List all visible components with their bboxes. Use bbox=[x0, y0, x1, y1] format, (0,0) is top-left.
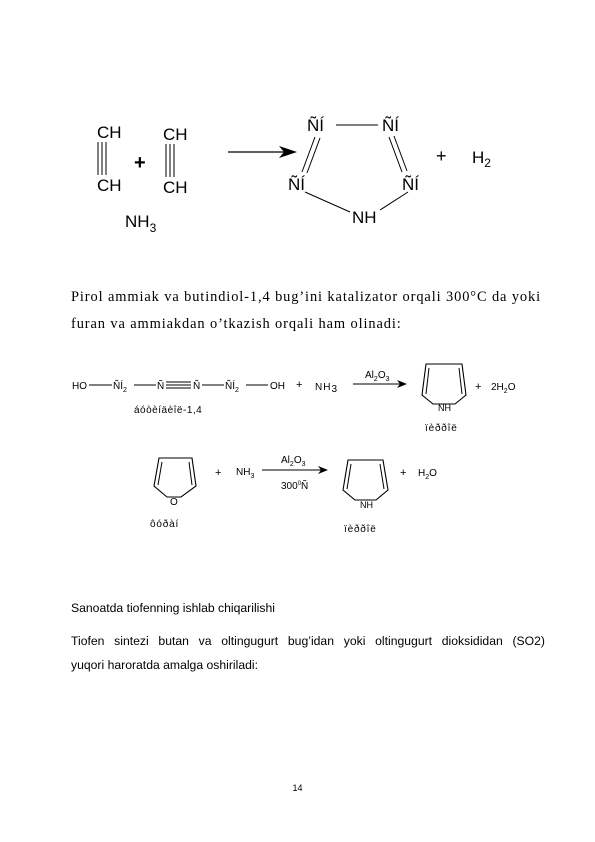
reactant-name: ôóðàí bbox=[150, 519, 180, 530]
paragraph-line: Pirol ammiak va butindiol-1,4 bug’ini katalizator orqali 300°C da yoki bbox=[71, 289, 542, 305]
ring-ch-right: ÑÍ bbox=[402, 175, 419, 194]
ring-bond bbox=[380, 192, 408, 210]
ring-bond bbox=[302, 137, 315, 172]
reactant-name: áóòèíäèîë-1,4 bbox=[134, 405, 203, 416]
catalyst: $Al_2O_3$ bbox=[281, 455, 306, 468]
acetylene-ch-bottom-left: CH bbox=[97, 176, 122, 195]
acetylene-ch-top-right: CH bbox=[163, 125, 188, 144]
ring-bond bbox=[307, 138, 320, 173]
reaction-2 bbox=[72, 364, 516, 434]
plus-sign: + bbox=[475, 381, 482, 393]
double-bond-line bbox=[459, 368, 462, 394]
acetylene-ch-top-left: CH bbox=[97, 123, 122, 142]
ring-o: O bbox=[170, 497, 178, 508]
plus-sign: + bbox=[296, 379, 303, 391]
reaction-1 bbox=[97, 116, 491, 235]
product-name: ïèððîë bbox=[425, 423, 458, 434]
double-bond-line bbox=[189, 462, 192, 485]
formula-c: Ñ bbox=[157, 381, 165, 392]
paragraph-line: Tiofen sintezi butan va oltingugurt bug’idan yoki oltingugurt dioksididan (SO2) bbox=[71, 634, 545, 648]
double-bond-line bbox=[347, 464, 351, 489]
formula-ch2: $ÑÍ_2$ bbox=[225, 381, 239, 394]
water: $H_2O$ bbox=[418, 468, 437, 481]
ring-ch-top-right: ÑÍ bbox=[382, 116, 399, 135]
ring-nh: NH bbox=[438, 403, 451, 413]
water: $2H_2O$ bbox=[491, 382, 516, 395]
ring-nh: NH bbox=[352, 208, 377, 227]
page-number: 14 bbox=[292, 783, 303, 793]
product-name: ïèððîë bbox=[344, 524, 377, 535]
plus-sign: + bbox=[134, 152, 146, 174]
plus-sign: + bbox=[436, 146, 447, 166]
temperature: $300^0Ñ$ bbox=[281, 481, 309, 492]
ring-ch-left: ÑÍ bbox=[288, 175, 305, 194]
ring-bond bbox=[305, 192, 350, 212]
formula-oh: OH bbox=[270, 381, 285, 392]
ring-nh: NH bbox=[360, 500, 373, 510]
section-heading: Sanoatda tiofenning ishlab chiqarilishi bbox=[71, 601, 275, 615]
ammonia: $NH_3$ bbox=[236, 467, 255, 480]
paragraph-line: furan va ammiakdan o’tkazish orqali ham olinadi: bbox=[71, 316, 402, 332]
reaction-3 bbox=[150, 455, 437, 535]
formula-ho: HO bbox=[72, 381, 87, 392]
plus-sign: + bbox=[400, 467, 407, 479]
acetylene-ch-bottom-right: CH bbox=[163, 178, 188, 197]
pyrrole-ring bbox=[343, 460, 388, 500]
ring-ch-top-left: ÑÍ bbox=[307, 116, 324, 135]
formula-c: Ñ bbox=[193, 381, 201, 392]
reagent-ammonia: $NH_3$ bbox=[125, 212, 157, 235]
plus-sign: + bbox=[215, 467, 222, 479]
ring-bond bbox=[394, 136, 407, 171]
byproduct-hydrogen: $H_2$ bbox=[472, 148, 491, 170]
double-bond-line bbox=[426, 368, 429, 394]
ammonia: NH3 bbox=[315, 382, 339, 395]
double-bond-line bbox=[380, 464, 384, 489]
paragraph-line: yuqori haroratda amalga oshiriladi: bbox=[71, 658, 258, 672]
formula-ch2: $ÑÍ_2$ bbox=[113, 381, 127, 394]
double-bond-line bbox=[158, 462, 162, 485]
catalyst: $Al_2O_3$ bbox=[365, 370, 390, 383]
ring-bond bbox=[389, 137, 402, 172]
